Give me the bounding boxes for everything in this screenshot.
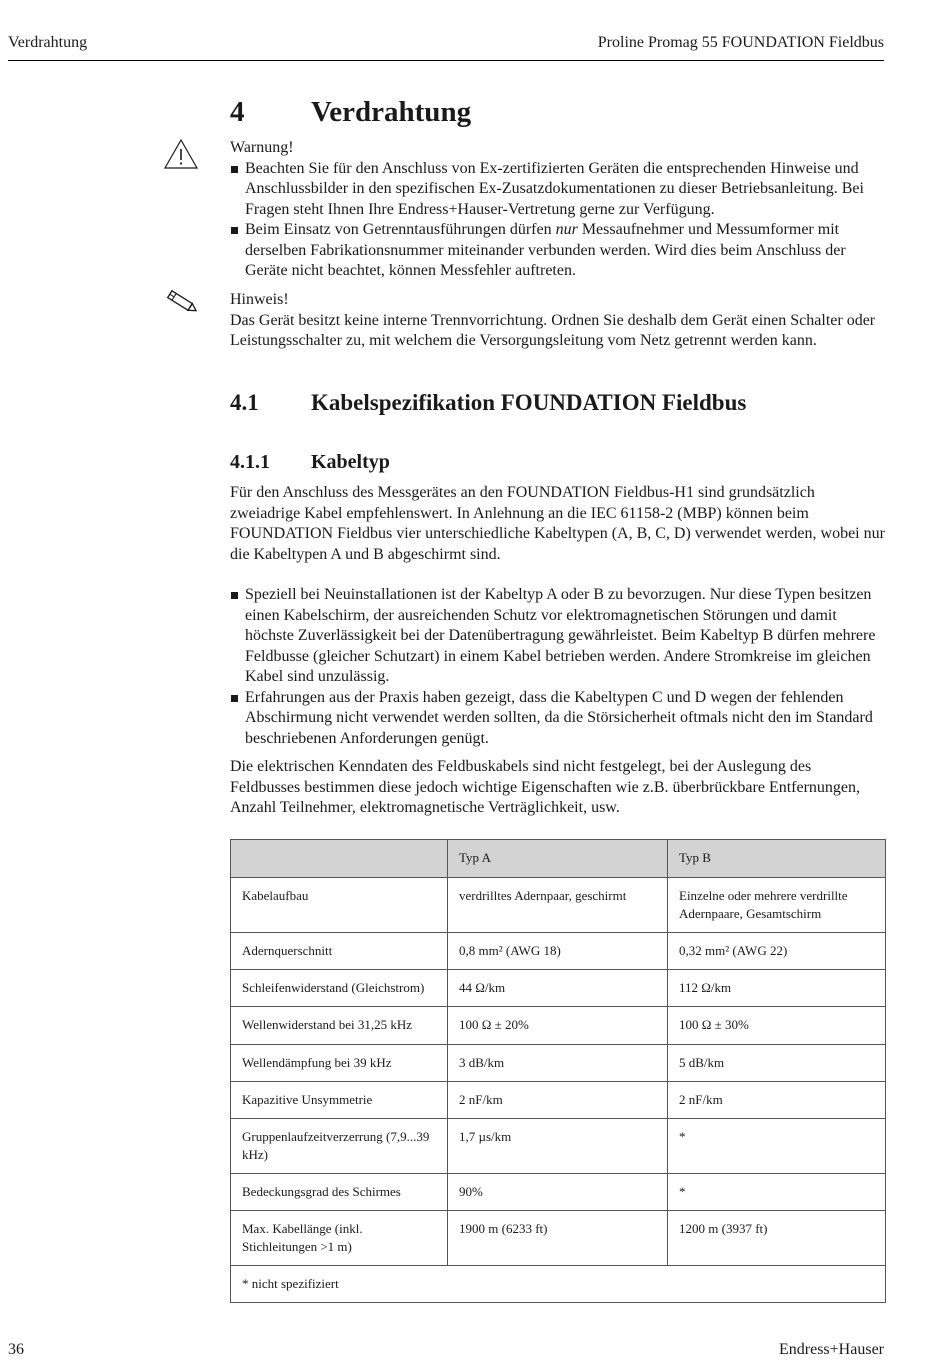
warning-item: Beachten Sie für den Anschluss von Ex-zertifizierten Geräten die entsprechenden Hinweise und Anschlussbilder in den spezifischen Ex-Zusatzdokumentationen zu dieser Betriebsanleitung. Bei Fragen steht Ihnen Ihre Endress+Hauser-Vertretung gerne zur Verfügung. xyxy=(230,159,885,221)
table-cell: Gruppenlaufzeitverzerrung (7,9...39 kHz) xyxy=(231,1119,448,1174)
table-header-cell: Typ A xyxy=(448,840,668,878)
list-item: Speziell bei Neuinstallationen ist der Kabeltyp A oder B zu bevorzugen. Nur diese Typen besitzen einen Kabelschirm, der ausreichenden Schutz vor elektromagnetischen Störungen und damit höchste Zuverlässigkeit bei der Datenübertragung gewährleistet. Beim Kabeltyp B dürfen mehrere Feldbusse (gleicher Schutzart) in einem Kabel betrieben werden. Andere Stromkreise im gleichen Kabel sind unzulässig. xyxy=(230,585,885,688)
table-footnote: * nicht spezifiziert xyxy=(231,1266,886,1303)
table-cell: 1200 m (3937 ft) xyxy=(668,1211,886,1266)
table-cell: * xyxy=(668,1119,886,1174)
table-cell: Schleifenwiderstand (Gleichstrom) xyxy=(231,970,448,1007)
table-cell: 100 Ω ± 20% xyxy=(448,1007,668,1045)
header-rule xyxy=(8,60,884,61)
table-row xyxy=(231,1045,886,1082)
table-cell: 3 dB/km xyxy=(448,1045,668,1082)
table-cell: Einzelne oder mehrere verdrillte Adernpaare, Gesamtschirm xyxy=(668,878,886,933)
table-cell: Wellenwiderstand bei 31,25 kHz xyxy=(231,1007,448,1045)
table-header-row xyxy=(231,840,886,878)
table-cell: 1900 m (6233 ft) xyxy=(448,1211,668,1266)
subsection-heading xyxy=(230,388,885,418)
table-row xyxy=(231,1174,886,1211)
subsubsection-number: 4.1.1 xyxy=(230,451,270,473)
table-cell: * xyxy=(668,1174,886,1211)
closing-paragraph: Die elektrischen Kenndaten des Feldbuskabels sind nicht festgelegt, bei der Auslegung des Feldbusses bestimmen diese jedoch wichtige Eigenschaften wie z.B. überbrückbare Entfernungen, Anzahl Teilnehmer, elektromagnetische Verträglichkeit, usw. xyxy=(230,758,861,816)
table-cell: 90% xyxy=(448,1174,668,1211)
table-cell: 100 Ω ± 30% xyxy=(668,1007,886,1045)
table-cell: 5 dB/km xyxy=(668,1045,886,1082)
section-number: 4 xyxy=(230,96,245,128)
table-cell: Kapazitive Unsymmetrie xyxy=(231,1082,448,1119)
subsubsection-heading xyxy=(230,449,885,475)
warning-label: Warnung! xyxy=(230,139,294,156)
table-footnote-row xyxy=(231,1266,886,1303)
section-title: Verdrahtung xyxy=(311,96,472,128)
table-cell: 0,8 mm² (AWG 18) xyxy=(448,933,668,970)
table-cell: 2 nF/km xyxy=(448,1082,668,1119)
table-cell: 44 Ω/km xyxy=(448,970,668,1007)
table-cell: Adernquerschnitt xyxy=(231,933,448,970)
warning-block xyxy=(230,138,885,282)
subsection-title: Kabelspezifikation FOUNDATION Fieldbus xyxy=(311,390,747,415)
cable-bullets xyxy=(230,585,885,749)
page-number: 36 xyxy=(8,1341,24,1358)
intro-paragraph: Für den Anschluss des Messgerätes an den FOUNDATION Fieldbus-H1 sind grundsätzlich zweiadrige Kabel empfehlenswert. In Anlehnung an die IEC 61158-2 (MBP) können beim FOUNDATION Fieldbus vier unterschiedliche Kabeltypen (A, B, C, D) verwendet werden, wobei nur die Kabeltypen A und B abgeschirmt sind. xyxy=(230,484,885,563)
table-cell: verdrilltes Adernpaar, geschirmt xyxy=(448,878,668,933)
table-row xyxy=(231,1211,886,1266)
note-label: Hinweis! xyxy=(230,291,289,308)
table-cell: Kabelaufbau xyxy=(231,878,448,933)
table-cell: Bedeckungsgrad des Schirmes xyxy=(231,1174,448,1211)
table-cell: 0,32 mm² (AWG 22) xyxy=(668,933,886,970)
table-row xyxy=(231,878,886,933)
table-row xyxy=(231,933,886,970)
table-header-cell: Typ B xyxy=(668,840,886,878)
note-block xyxy=(230,290,885,352)
section-heading xyxy=(230,94,885,130)
pencil-note-icon xyxy=(163,289,201,322)
note-text: Das Gerät besitzt keine interne Trennvorrichtung. Ordnen Sie deshalb dem Gerät einen Schalter oder Leistungsschalter zu, mit welchem die Versorgungsleitung vom Netz getrennt werden kann. xyxy=(230,311,876,349)
running-header-left: Verdrahtung xyxy=(8,34,88,51)
table-row xyxy=(231,970,886,1007)
table-cell: Wellendämpfung bei 39 kHz xyxy=(231,1045,448,1082)
table-cell: 2 nF/km xyxy=(668,1082,886,1119)
footer-brand: Endress+Hauser xyxy=(779,1341,884,1358)
table-row xyxy=(231,1082,886,1119)
cable-spec-table xyxy=(230,839,886,1303)
table-cell: 112 Ω/km xyxy=(668,970,886,1007)
list-item: Erfahrungen aus der Praxis haben gezeigt, dass die Kabeltypen C und D wegen der fehlenden Abschirmung nicht verwendet werden sollten, da die Störsicherheit oftmals nicht den im Standard beschriebenen Anforderungen genügt. xyxy=(230,688,885,750)
table-cell: Max. Kabellänge (inkl. Stichleitungen >1 m) xyxy=(231,1211,448,1266)
subsubsection-title: Kabeltyp xyxy=(311,451,390,473)
running-header-right: Proline Promag 55 FOUNDATION Fieldbus xyxy=(597,34,884,51)
table-header-cell xyxy=(231,840,448,878)
warning-item: Beim Einsatz von Getrenntausführungen dürfen nur Messaufnehmer und Messumformer mit derselben Fabrikationsnummer miteinander verbunden werden. Wird dies beim Anschluss der Geräte nicht beachtet, können Messfehler auftreten. xyxy=(230,220,885,282)
warning-triangle-icon xyxy=(163,138,199,175)
table-row xyxy=(231,1007,886,1045)
table-row xyxy=(231,1119,886,1174)
subsection-number: 4.1 xyxy=(230,390,259,415)
table-cell: 1,7 µs/km xyxy=(448,1119,668,1174)
